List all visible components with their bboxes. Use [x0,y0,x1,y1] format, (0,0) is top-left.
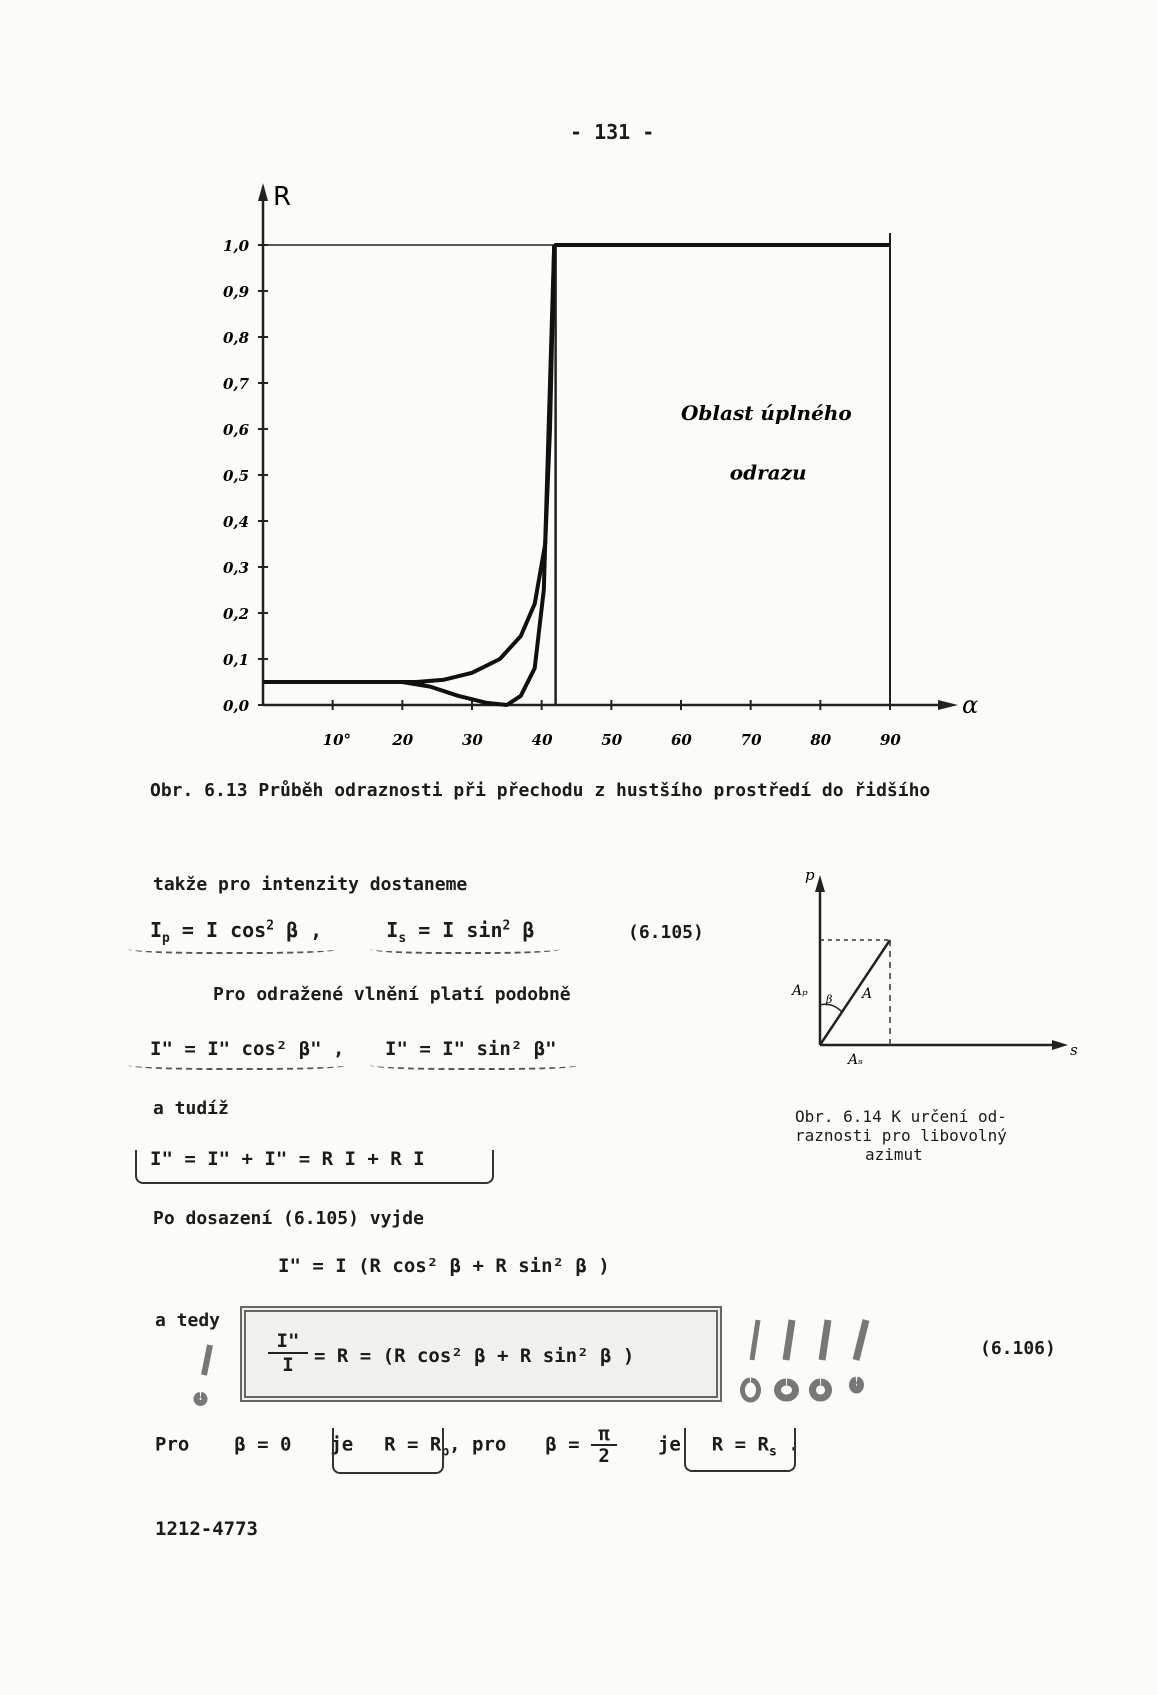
equation-6-106-rhs: = R = (R cos² β + R sin² β ) [314,1345,635,1367]
equation-reflected-b: I" = I" sin² β" [385,1038,557,1060]
hand-bracket [332,1428,444,1474]
equation-reflected-a: I" = I" cos² β" , [150,1038,345,1060]
equation-6-106-fraction: I" I [268,1330,308,1376]
x-tick-label: 80 [810,731,832,749]
region-annotation-line2: odrazu [729,460,807,485]
y-tick-label: 0,4 [223,513,250,531]
y-tick-label: 1,0 [223,237,250,255]
y-tick-label: 0,8 [223,329,250,347]
x-axis-label: α [962,691,979,719]
reflectance-chart [190,175,1020,755]
hand-underline [370,942,560,954]
x-tick-label: 40 [531,731,553,749]
label-as: Aₛ [848,1052,863,1068]
hand-bracket [684,1428,796,1472]
special-cases: Pro β = 0 je $R = R_p$, pro β = $\frac{\pi}{2}$ je $R = R_s$ . [155,1423,800,1467]
vector-diagram [770,860,1090,1070]
exclamation-marks-icon [180,1300,900,1410]
x-axis-arrow [938,700,958,710]
fig613-caption: Obr. 6.13 Průběh odraznosti při přechodu z hustšího prostředí do řidšího [150,780,931,801]
and-thus-text: a tedy [155,1310,221,1331]
x-tick-label: 90 [880,731,901,749]
x-tick-label: 20 [392,731,414,749]
axis-p-label: p [805,866,815,884]
y-tick-label: 0,7 [223,375,250,393]
series-curve-lower [263,245,554,705]
hand-underline [370,1058,580,1070]
reflected-text: Pro odražené vlnění platí podobně [213,984,571,1005]
y-tick-label: 0,5 [223,467,250,485]
intro-text: takže pro intenzity dostaneme [153,874,468,895]
y-tick-label: 0,2 [223,605,250,623]
y-tick-label: 0,3 [223,559,250,577]
region-annotation-line1: Oblast úplného [681,400,852,425]
y-tick-label: 0,1 [223,651,250,669]
hand-bracket [135,1150,494,1184]
fig614-caption: Obr. 6.14 K určení od- raznosti pro libovolný azimut [795,1107,1007,1164]
label-beta: β [826,993,833,1006]
hence-text: a tudíž [153,1098,229,1119]
after-substitution-text: Po dosazení (6.105) vyjde [153,1208,424,1229]
hand-underline [128,942,338,954]
equation-number-6-106: (6.106) [980,1338,1056,1359]
equation-number-6-105: (6.105) [628,922,704,943]
x-tick-label: 60 [671,731,692,749]
y-tick-label: 0,6 [223,421,250,439]
series-curve-upper [263,245,554,682]
y-tick-label: 0,9 [223,283,250,301]
equation-sum: I" = I" + I" = R I + R I [150,1148,425,1170]
y-axis-arrow [258,183,268,201]
label-ap: Aₚ [792,983,808,999]
equation-substituted: I" = I (R cos² β + R sin² β ) [278,1255,610,1277]
label-a: A [862,986,873,1002]
hand-underline [128,1058,348,1070]
equation-6-105: $I_p = I$ $\cos^2 \beta$ , $I_s = I$ $\sin^2 \beta$ [150,918,535,946]
footer-code: 1212-4773 [155,1518,258,1540]
page-number: - 131 - [570,120,655,144]
x-tick-label: 30 [462,731,483,749]
x-tick-label: 10° [322,731,352,749]
x-tick-label: 50 [601,731,623,749]
y-axis-label: R [273,182,292,212]
axis-s-label: s [1070,1041,1078,1059]
y-tick-label: 0,0 [223,697,250,715]
x-tick-label: 70 [740,731,762,749]
